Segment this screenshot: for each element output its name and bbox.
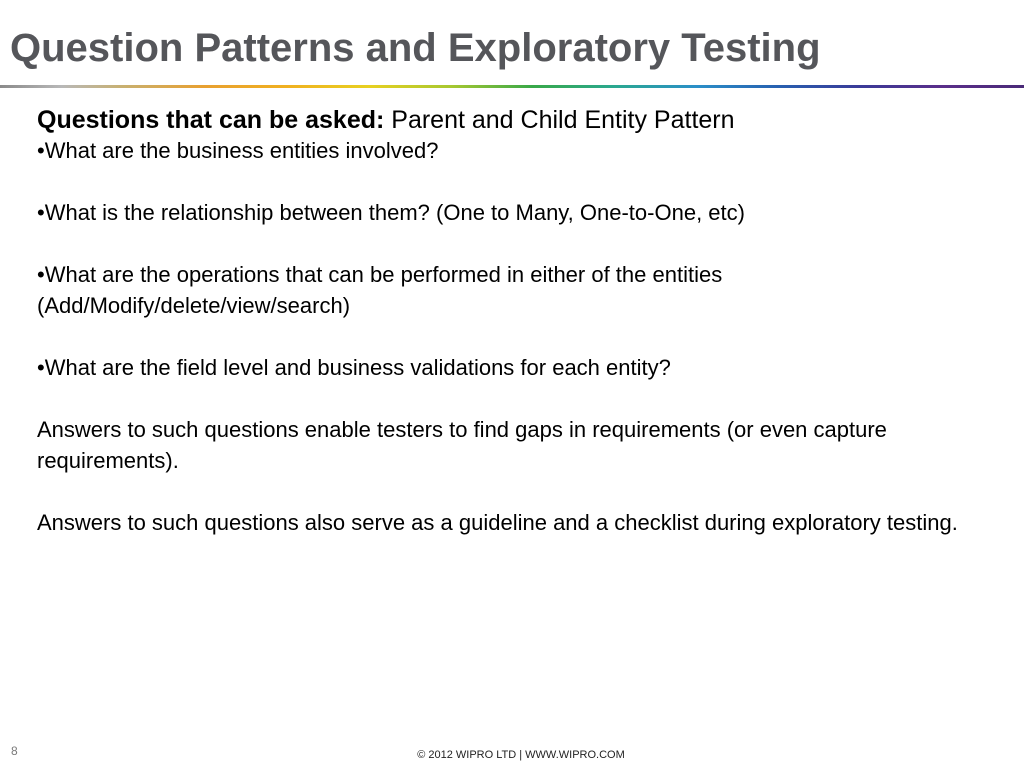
bullet-item-1: •What are the business entities involved? bbox=[37, 138, 439, 163]
section-heading-bold: Questions that can be asked: bbox=[37, 106, 385, 134]
bullet-item-4: •What are the field level and business validations for each entity? bbox=[37, 355, 671, 380]
spacer bbox=[37, 476, 997, 507]
section-heading-rest: Parent and Child Entity Pattern bbox=[384, 106, 735, 134]
slide-body bbox=[37, 104, 997, 538]
spacer bbox=[37, 228, 997, 259]
section-heading bbox=[37, 104, 997, 137]
footer-copyright: © 2012 WIPRO LTD | WWW.WIPRO.COM bbox=[417, 749, 625, 761]
rainbow-divider bbox=[0, 85, 1024, 88]
paragraph-1: Answers to such questions enable testers to find gaps in requirements (or even capture requirements). bbox=[37, 417, 887, 473]
slide-title: Question Patterns and Exploratory Testing bbox=[10, 26, 821, 70]
paragraph-2: Answers to such questions also serve as a guideline and a checklist during exploratory testing. bbox=[37, 510, 958, 535]
spacer bbox=[37, 383, 997, 414]
bullet-item-2: •What is the relationship between them? (One to Many, One-to-One, etc) bbox=[37, 200, 745, 225]
bullet-item-3: •What are the operations that can be performed in either of the entities (Add/Modify/delete/view/search) bbox=[37, 262, 723, 318]
spacer bbox=[37, 321, 997, 352]
page-number: 8 bbox=[11, 744, 18, 758]
spacer bbox=[37, 166, 997, 197]
